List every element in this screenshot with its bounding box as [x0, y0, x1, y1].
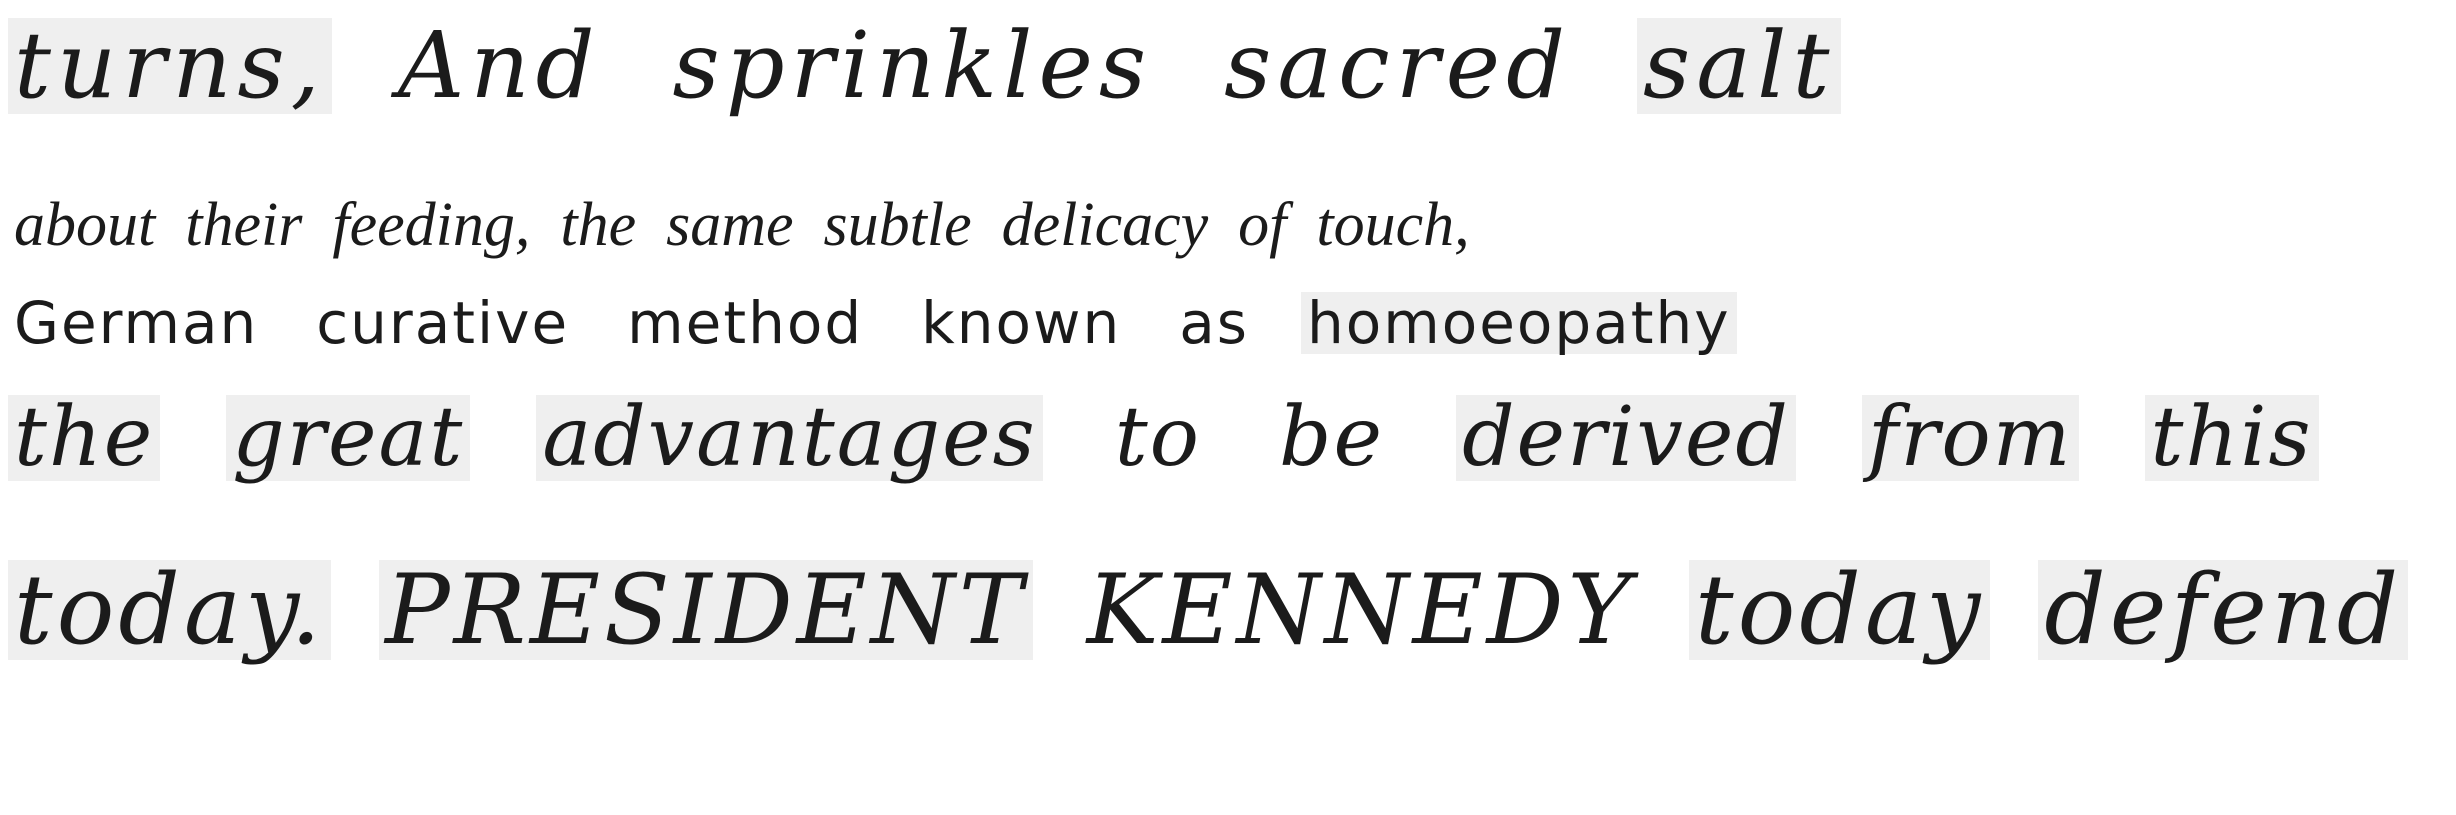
- word: sprinkles: [672, 12, 1153, 119]
- word: delicacy: [1001, 191, 1209, 259]
- word: derived: [1456, 395, 1796, 481]
- word: German: [14, 289, 259, 357]
- word: about: [14, 191, 156, 259]
- word: of: [1238, 191, 1287, 259]
- word: from: [1862, 395, 2079, 481]
- word: same: [666, 191, 794, 259]
- word: method: [627, 289, 864, 357]
- word: today: [1689, 560, 1990, 660]
- word: today.: [8, 560, 331, 660]
- handwritten-line-1: [8, 12, 1901, 119]
- handwritten-line-5: [8, 554, 2456, 666]
- word: curative: [316, 289, 570, 357]
- word: known: [921, 289, 1122, 357]
- handwritten-line-4: [8, 390, 2385, 485]
- word: to: [1114, 390, 1202, 485]
- word: touch,: [1316, 191, 1470, 259]
- word: this: [2145, 395, 2319, 481]
- word: salt: [1637, 18, 1841, 114]
- handwritten-line-2: [8, 192, 1494, 258]
- word: homoeopathy: [1301, 292, 1737, 354]
- word: sacred: [1224, 12, 1572, 119]
- word: KENNEDY: [1086, 554, 1635, 666]
- word: the: [8, 395, 160, 481]
- word: subtle: [823, 191, 972, 259]
- word: as: [1179, 289, 1249, 357]
- word: PRESIDENT: [379, 560, 1033, 660]
- word: turns,: [8, 18, 332, 114]
- word: their: [185, 191, 303, 259]
- word: be: [1279, 390, 1385, 485]
- word: great: [226, 395, 470, 481]
- word: advantages: [536, 395, 1042, 481]
- handwritten-line-3: [8, 289, 1783, 357]
- word: And: [397, 12, 601, 119]
- word: defend: [2038, 560, 2408, 660]
- word: feeding,: [332, 191, 531, 259]
- word: the: [560, 191, 637, 259]
